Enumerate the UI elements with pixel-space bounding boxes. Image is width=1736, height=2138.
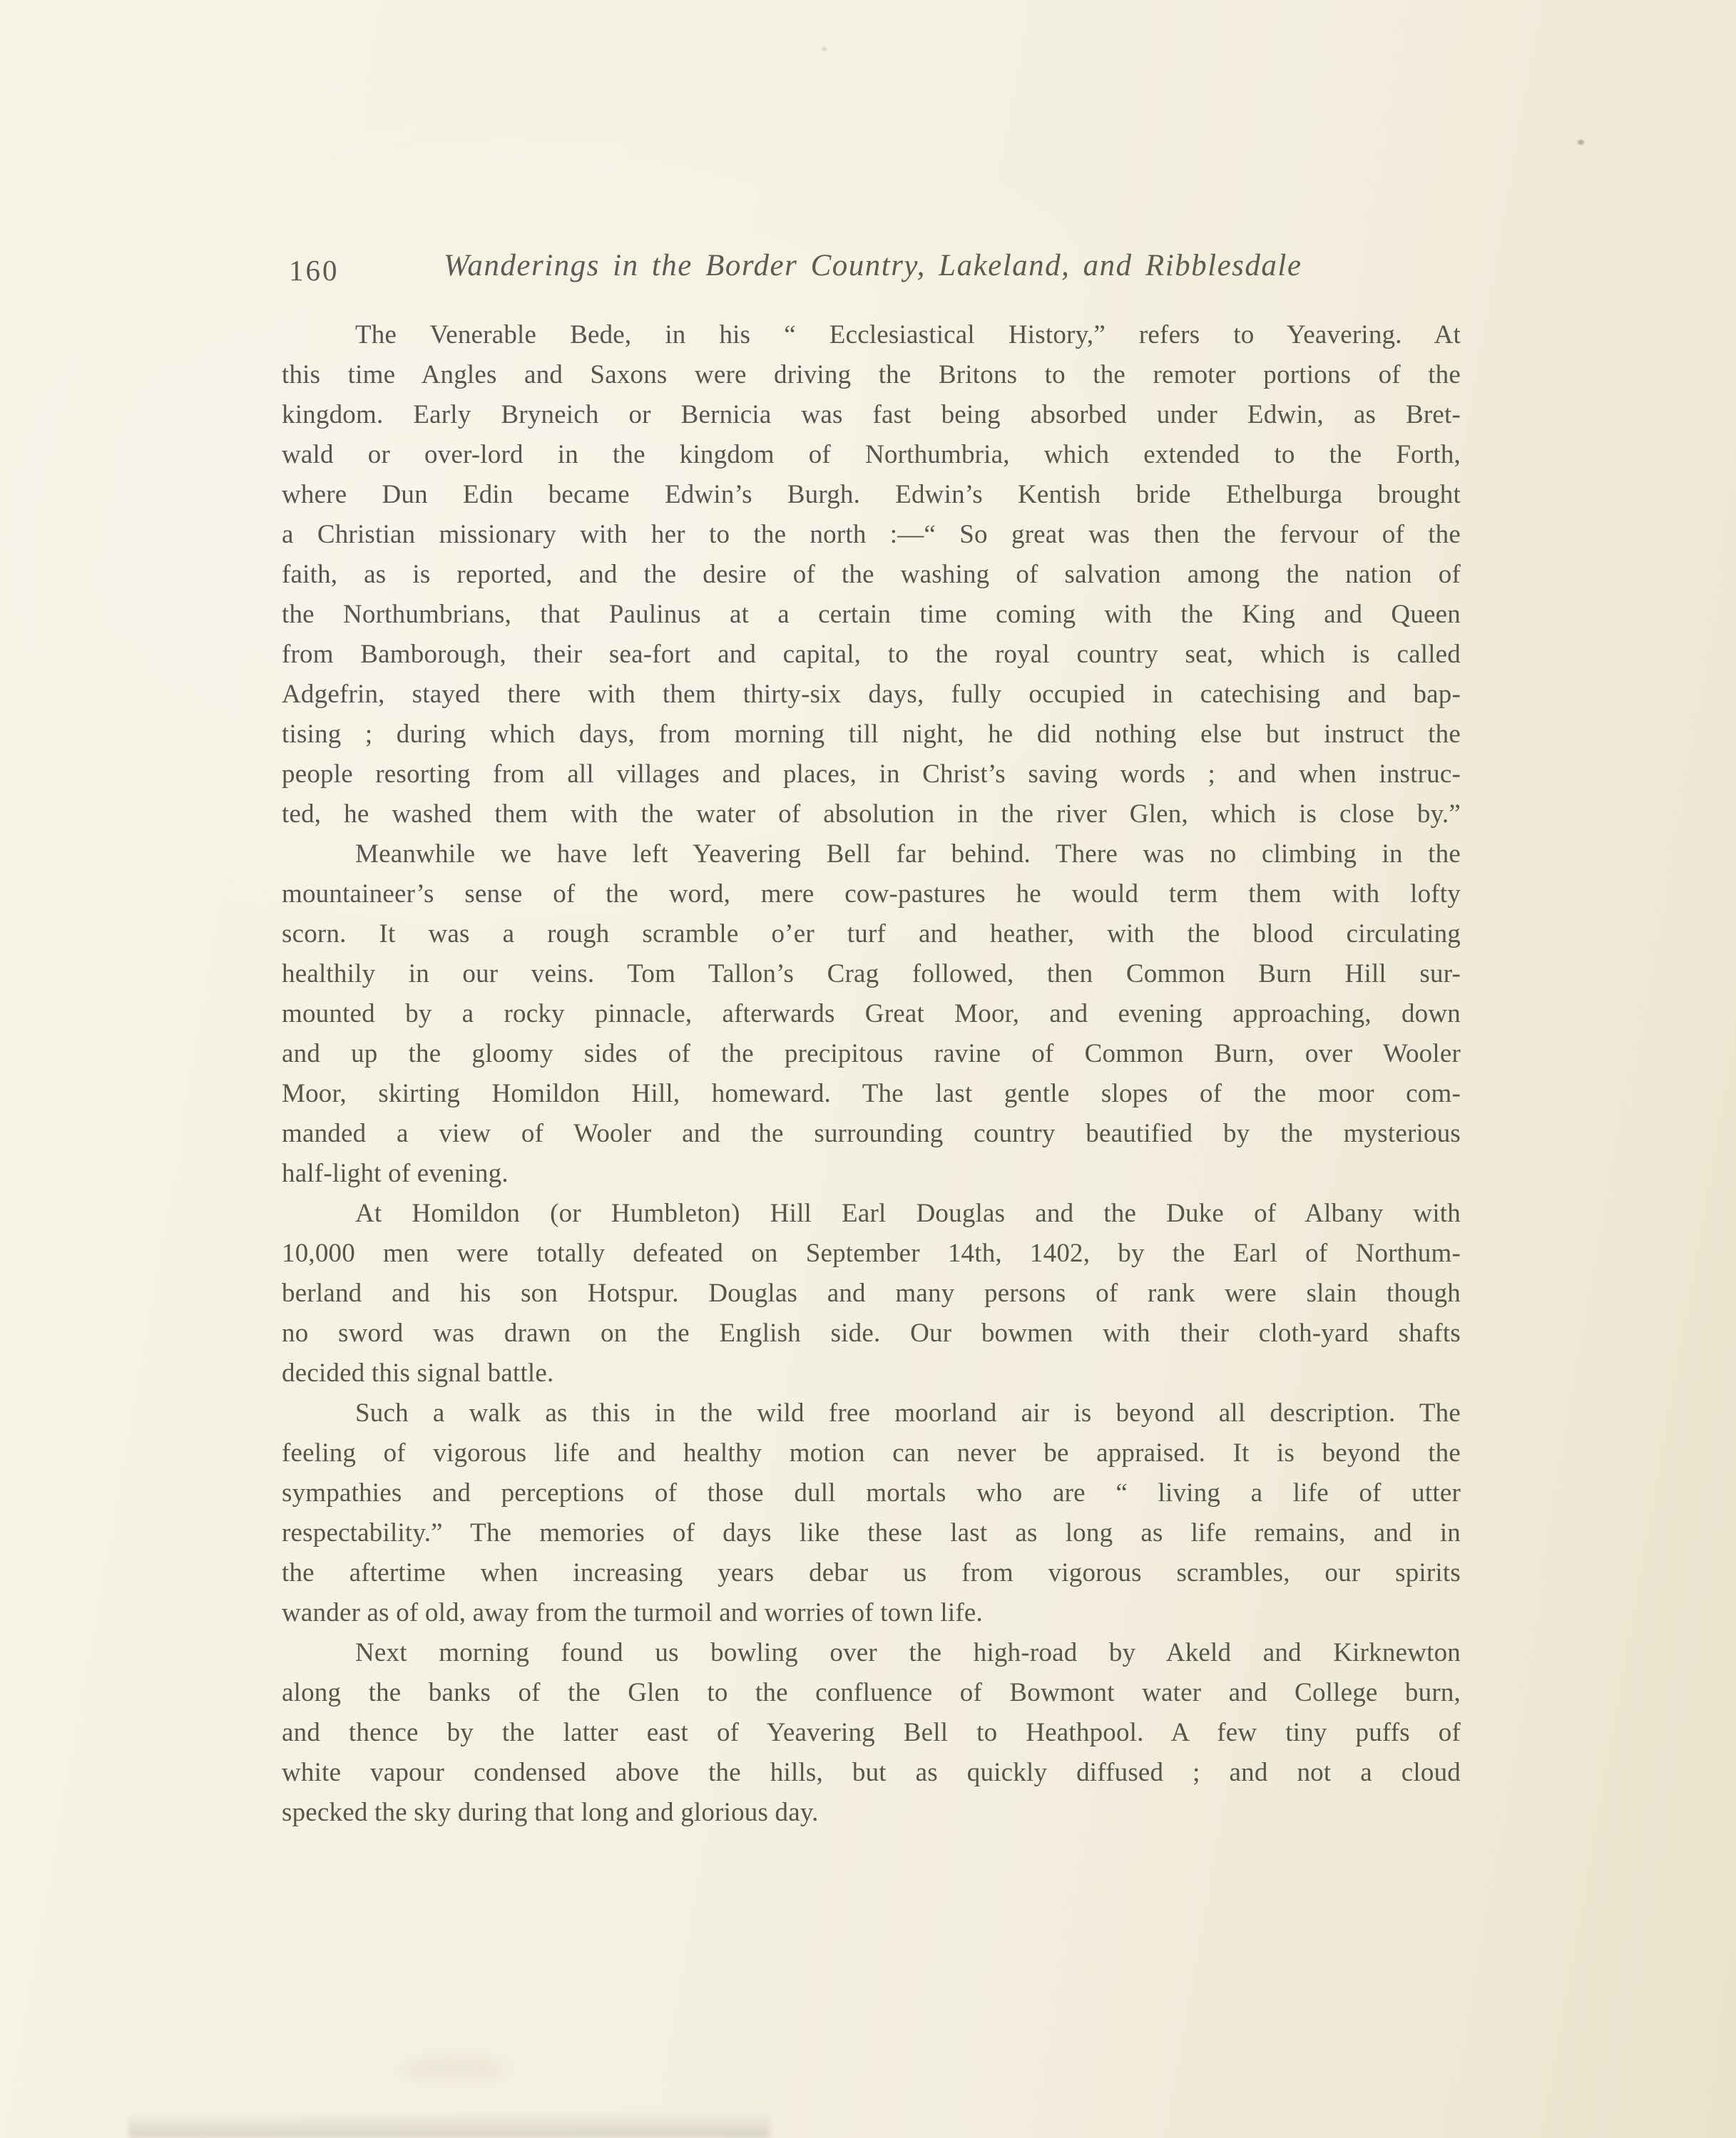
- scan-edge-shadow: [128, 2111, 770, 2138]
- text-line: white vapour condensed above the hills, but as quickly diffused ; and not a cloud: [282, 1758, 1461, 1787]
- text-line: Meanwhile we have left Yeavering Bell far behind. There was no climbing in the: [355, 839, 1461, 869]
- text-line: kingdom. Early Bryneich or Bernicia was fast being absorbed under Edwin, as Bret-: [282, 400, 1461, 429]
- scan-speck: [1578, 140, 1584, 145]
- page-number: 160: [289, 254, 339, 287]
- text-line: mountaineer’s sense of the word, mere cow-pastures he would term them with lofty: [282, 879, 1461, 909]
- paragraph: [282, 834, 1461, 1194]
- text-line: At Homildon (or Humbleton) Hill Earl Douglas and the Duke of Albany with: [355, 1199, 1461, 1228]
- text-line: Moor, skirting Homildon Hill, homeward. The last gentle slopes of the moor com-: [282, 1079, 1461, 1108]
- scan-smudge: [399, 2057, 506, 2081]
- text-line: The Venerable Bede, in his “ Ecclesiastical History,” refers to Yeavering. At: [355, 320, 1461, 349]
- text-line: people resorting from all villages and places, in Christ’s saving words ; and when instruc-: [282, 759, 1461, 789]
- paragraph: [282, 1633, 1461, 1833]
- text-line: from Bamborough, their sea-fort and capital, to the royal country seat, which is called: [282, 640, 1461, 669]
- text-line: a Christian missionary with her to the north :—“ So great was then the fervour of the: [282, 520, 1461, 549]
- text-line: tising ; during which days, from morning till night, he did nothing else but instruct the: [282, 720, 1461, 749]
- running-title: Wanderings in the Border Country, Lakeland, and Ribblesdale: [444, 249, 1302, 282]
- text-line: half-light of evening.: [282, 1159, 509, 1188]
- scan-speck: [822, 47, 827, 51]
- text-line: no sword was drawn on the English side. Our bowmen with their cloth-yard shafts: [282, 1319, 1461, 1348]
- page-text: [282, 315, 1461, 1833]
- paragraph: [282, 1194, 1461, 1393]
- text-line: feeling of vigorous life and healthy motion can never be appraised. It is beyond the: [282, 1438, 1461, 1468]
- text-line: decided this signal battle.: [282, 1359, 554, 1388]
- text-line: where Dun Edin became Edwin’s Burgh. Edwin’s Kentish bride Ethelburga brought: [282, 480, 1461, 509]
- text-line: and up the gloomy sides of the precipitous ravine of Common Burn, over Wooler: [282, 1039, 1461, 1068]
- text-line: wald or over-lord in the kingdom of Northumbria, which extended to the Forth,: [282, 440, 1461, 469]
- text-line: sympathies and perceptions of those dull mortals who are “ living a life of utter: [282, 1478, 1461, 1508]
- text-line: faith, as is reported, and the desire of the washing of salvation among the nation of: [282, 560, 1461, 589]
- text-line: this time Angles and Saxons were driving the Britons to the remoter portions of the: [282, 360, 1461, 389]
- text-line: Next morning found us bowling over the high-road by Akeld and Kirknewton: [355, 1638, 1461, 1667]
- text-line: Adgefrin, stayed there with them thirty-six days, fully occupied in catechising and bap-: [282, 680, 1461, 709]
- text-line: ted, he washed them with the water of absolution in the river Glen, which is close by.”: [282, 799, 1461, 829]
- text-line: manded a view of Wooler and the surrounding country beautified by the mysterious: [282, 1119, 1461, 1148]
- text-line: healthily in our veins. Tom Tallon’s Crag followed, then Common Burn Hill sur-: [282, 959, 1461, 988]
- text-line: respectability.” The memories of days like these last as long as life remains, and in: [282, 1518, 1461, 1548]
- text-line: mounted by a rocky pinnacle, afterwards Great Moor, and evening approaching, down: [282, 999, 1461, 1028]
- text-line: specked the sky during that long and glorious day.: [282, 1798, 819, 1827]
- paragraph: [282, 1393, 1461, 1633]
- text-line: the aftertime when increasing years debar us from vigorous scrambles, our spirits: [282, 1558, 1461, 1587]
- paragraph: [282, 315, 1461, 834]
- text-line: berland and his son Hotspur. Douglas and many persons of rank were slain though: [282, 1279, 1461, 1308]
- text-line: along the banks of the Glen to the confluence of Bowmont water and College burn,: [282, 1678, 1461, 1707]
- text-line: wander as of old, away from the turmoil and worries of town life.: [282, 1598, 983, 1627]
- text-line: and thence by the latter east of Yeavering Bell to Heathpool. A few tiny puffs of: [282, 1718, 1461, 1747]
- text-line: scorn. It was a rough scramble o’er turf and heather, with the blood circulating: [282, 919, 1461, 948]
- text-line: 10,000 men were totally defeated on September 14th, 1402, by the Earl of Northum-: [282, 1239, 1461, 1268]
- text-line: Such a walk as this in the wild free moorland air is beyond all description. The: [355, 1398, 1461, 1428]
- text-line: the Northumbrians, that Paulinus at a certain time coming with the King and Queen: [282, 600, 1461, 629]
